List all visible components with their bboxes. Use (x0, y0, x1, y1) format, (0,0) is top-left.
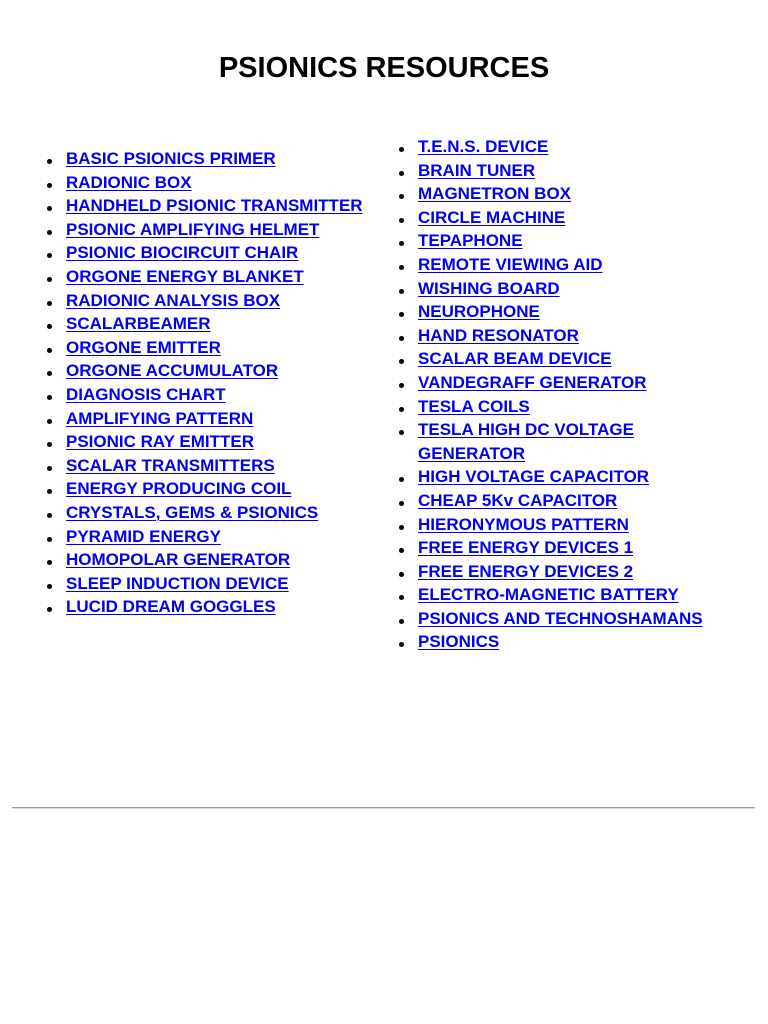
link-remote-viewing-aid[interactable]: REMOTE VIEWING AID (418, 254, 603, 274)
list-item (66, 572, 366, 596)
list-item (418, 536, 738, 560)
link-tesla-coils[interactable]: TESLA COILS (418, 396, 530, 416)
list-item (418, 182, 738, 206)
link-crystals-gems-psionics[interactable]: CRYSTALS, GEMS & PSIONICS (66, 502, 319, 522)
link-basic-psionics-primer[interactable]: BASIC PSIONICS PRIMER (66, 149, 276, 168)
list-item (418, 513, 738, 537)
link-magnetron-box[interactable]: MAGNETRON BOX (418, 184, 571, 204)
list-item (418, 583, 738, 607)
list-item (66, 477, 366, 501)
link-scalar-transmitters[interactable]: SCALAR TRANSMITTERS (66, 455, 275, 475)
list-item (66, 454, 366, 478)
list-item (418, 395, 738, 419)
link-scalar-beam-device[interactable]: SCALAR BEAM DEVICE (418, 349, 612, 369)
page-title: PSIONICS RESOURCES (218, 52, 550, 84)
link-free-energy-devices-1[interactable]: FREE ENERGY DEVICES 1 (418, 538, 634, 558)
list-item (418, 630, 738, 654)
list-item (418, 347, 738, 371)
link-scalarbeamer[interactable]: SCALARBEAMER (66, 314, 211, 334)
link-amplifying-pattern[interactable]: AMPLIFYING PATTERN (66, 408, 254, 428)
list-item (418, 206, 738, 230)
link-psionic-biocircuit-chair[interactable]: PSIONIC BIOCIRCUIT CHAIR (66, 243, 299, 263)
list-item (66, 548, 366, 572)
link-circle-machine[interactable]: CIRCLE MACHINE (418, 207, 566, 227)
link-brain-tuner[interactable]: BRAIN TUNER (418, 160, 536, 180)
list-item (66, 194, 366, 218)
link-hieronymous-pattern[interactable]: HIERONYMOUS PATTERN (418, 514, 629, 534)
link-electro-magnetic-battery[interactable]: ELECTRO-MAGNETIC BATTERY (418, 585, 679, 605)
link-tesla-high-dc-voltage-generator[interactable]: TESLA HIGH DC VOLTAGE GENERATOR (418, 420, 634, 463)
link-tens-device[interactable]: T.E.N.S. DEVICE (418, 137, 549, 156)
link-radionic-box[interactable]: RADIONIC BOX (66, 172, 192, 192)
link-wishing-board[interactable]: WISHING BOARD (418, 278, 560, 298)
list-item (418, 465, 738, 489)
list-item (418, 253, 738, 277)
link-high-voltage-capacitor[interactable]: HIGH VOLTAGE CAPACITOR (418, 467, 650, 487)
list-item (66, 289, 366, 313)
list-item (418, 607, 738, 631)
list-item (66, 525, 366, 549)
list-item (418, 560, 738, 584)
list-item (66, 241, 366, 265)
link-lucid-dream-goggles[interactable]: LUCID DREAM GOGGLES (66, 597, 276, 617)
link-handheld-psionic-transmitter[interactable]: HANDHELD PSIONIC TRANSMITTER (66, 196, 363, 216)
list-item (418, 371, 738, 395)
link-radionic-analysis-box[interactable]: RADIONIC ANALYSIS BOX (66, 290, 281, 310)
list-item (66, 218, 366, 242)
list-item (66, 501, 366, 525)
list-item (418, 159, 738, 183)
list-item (66, 147, 366, 171)
list-item (418, 229, 738, 253)
list-item (66, 312, 366, 336)
link-psionic-ray-emitter[interactable]: PSIONIC RAY EMITTER (66, 432, 254, 452)
list-item (66, 430, 366, 454)
link-orgone-energy-blanket[interactable]: ORGONE ENERGY BLANKET (66, 266, 304, 286)
link-diagnosis-chart[interactable]: DIAGNOSIS CHART (66, 384, 226, 404)
left-link-list (66, 147, 366, 619)
list-item (418, 324, 738, 348)
link-free-energy-devices-2[interactable]: FREE ENERGY DEVICES 2 (418, 561, 634, 581)
list-item (66, 595, 366, 619)
link-vandegraff-generator[interactable]: VANDEGRAFF GENERATOR (418, 372, 647, 392)
link-orgone-emitter[interactable]: ORGONE EMITTER (66, 337, 221, 357)
list-item (66, 265, 366, 289)
list-item (66, 336, 366, 360)
list-item (66, 359, 366, 383)
link-energy-producing-coil[interactable]: ENERGY PRODUCING COIL (66, 479, 292, 499)
list-item (66, 171, 366, 195)
right-link-list (418, 135, 738, 654)
horizontal-rule (12, 807, 755, 809)
list-item (418, 277, 738, 301)
list-item (418, 418, 738, 465)
list-item (66, 407, 366, 431)
link-neurophone[interactable]: NEUROPHONE (418, 302, 540, 322)
link-psionic-amplifying-helmet[interactable]: PSIONIC AMPLIFYING HELMET (66, 219, 320, 239)
list-item (418, 135, 738, 159)
link-psionics[interactable]: PSIONICS (418, 632, 500, 652)
link-hand-resonator[interactable]: HAND RESONATOR (418, 325, 579, 345)
list-item (66, 383, 366, 407)
link-cheap-5kv-capacitor[interactable]: CHEAP 5Kv CAPACITOR (418, 490, 618, 510)
link-tepaphone[interactable]: TEPAPHONE (418, 231, 523, 251)
link-psionics-and-technoshamans[interactable]: PSIONICS AND TECHNOSHAMANS (418, 608, 703, 628)
link-homopolar-generator[interactable]: HOMOPOLAR GENERATOR (66, 550, 291, 570)
link-orgone-accumulator[interactable]: ORGONE ACCUMULATOR (66, 361, 279, 381)
list-item (418, 300, 738, 324)
list-item (418, 489, 738, 513)
link-sleep-induction-device[interactable]: SLEEP INDUCTION DEVICE (66, 573, 289, 593)
link-pyramid-energy[interactable]: PYRAMID ENERGY (66, 526, 221, 546)
